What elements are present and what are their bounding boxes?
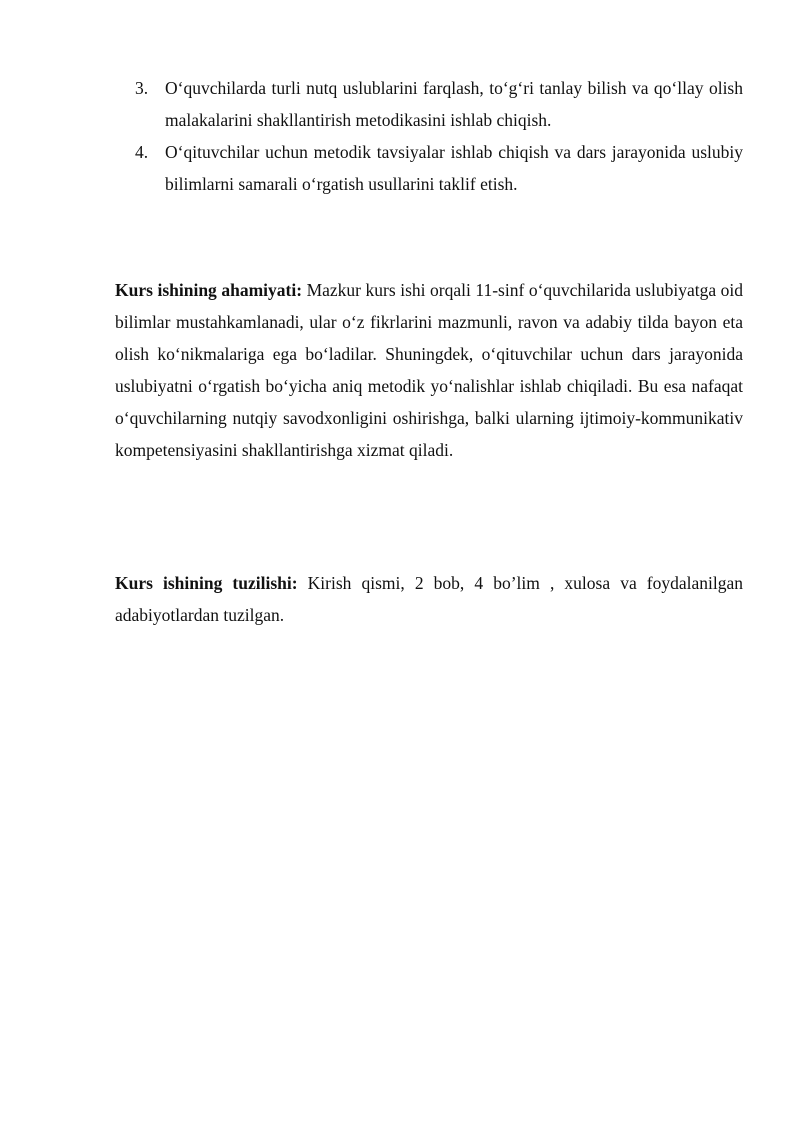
list-item-number: 4. xyxy=(135,142,149,162)
list-item xyxy=(135,136,743,200)
structure-paragraph xyxy=(115,567,743,631)
significance-heading: Kurs ishining ahamiyati: xyxy=(115,280,303,300)
list-item-text: O‘qituvchilar uchun metodik tavsiyalar ishlab chiqish va dars jarayonida uslubiy bilimlarni samarali o‘rgatish usullarini taklif etish. xyxy=(165,142,743,194)
significance-text: Mazkur kurs ishi orqali 11-sinf o‘quvchilarida uslubiyatga oid bilimlar mustahkamlanadi, ular o‘z fikrlarini mazmunli, ravon va adabiy tilda bayon eta olish ko‘nikmalariga ega bo‘ladilar. Shuningdek, o‘qituvchilar uchun dars jarayonida uslubiyatni o‘rgatish bo‘yicha aniq metodik yo‘nalishlar ishlab chiqiladi. Bu esa nafaqat o‘quvchilarning nutqiy savodxonligini oshirishga, balki ularning ijtimoiy-kommunikativ kompetensiyasini shakllantirishga xizmat qiladi. xyxy=(115,280,743,460)
structure-text: Kirish qismi, 2 bob, 4 bo’lim , xulosa va foydalanilgan adabiyotlardan tuzilgan. xyxy=(115,573,744,625)
list-item-text: O‘quvchilarda turli nutq uslublarini farqlash, to‘g‘ri tanlay bilish va qo‘llay olish malakalarini shakllantirish metodikasini ishlab chiqish. xyxy=(165,78,743,130)
objectives-list xyxy=(135,72,743,200)
list-item-number: 3. xyxy=(135,78,149,98)
list-item xyxy=(135,72,743,136)
significance-paragraph xyxy=(115,274,743,466)
structure-heading: Kurs ishining tuzilishi: xyxy=(115,573,298,593)
